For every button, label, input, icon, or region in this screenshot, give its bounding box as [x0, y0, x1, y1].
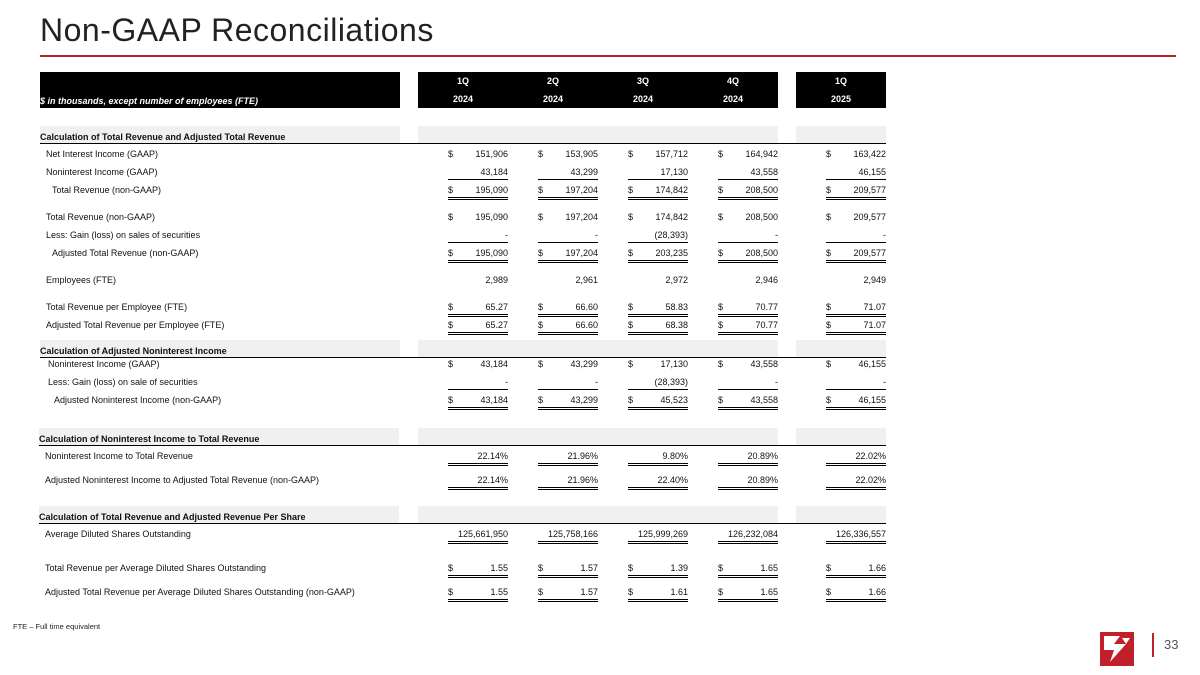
cell-value: 1.57 [580, 563, 598, 573]
cell-value: 208,500 [745, 248, 778, 258]
section-title: Calculation of Total Revenue and Adjusted Total Revenue [40, 132, 286, 142]
section-divider [40, 143, 886, 144]
cell-value: 151,906 [475, 149, 508, 159]
cell-value: 197,204 [565, 212, 598, 222]
currency-symbol: $ [628, 395, 634, 405]
section-header-band [418, 506, 778, 523]
period-year: 2024 [452, 94, 474, 104]
cell-value: 22.02% [855, 451, 886, 461]
table-cell [628, 248, 688, 263]
currency-symbol: $ [718, 149, 724, 159]
period-quarter: 2Q [546, 76, 559, 86]
row-label: Adjusted Total Revenue per Employee (FTE) [46, 320, 225, 330]
currency-symbol: $ [448, 248, 454, 258]
cell-value: 65.27 [485, 302, 508, 312]
table-cell [826, 302, 886, 317]
table-cell [718, 230, 778, 243]
cell-value: 1.39 [670, 563, 688, 573]
table-cell [628, 230, 688, 243]
title-divider [40, 55, 1176, 57]
currency-symbol: $ [448, 359, 454, 369]
currency-symbol: $ [628, 212, 634, 222]
table-cell [718, 395, 778, 410]
cell-value: (28,393) [654, 230, 688, 240]
cell-value: 21.96% [567, 475, 598, 485]
currency-symbol: $ [628, 359, 634, 369]
table-cell [538, 563, 598, 578]
section-divider [39, 523, 886, 524]
row-label: Adjusted Total Revenue (non-GAAP) [52, 248, 199, 258]
cell-value: 125,758,166 [547, 529, 598, 539]
cell-value: 21.96% [567, 451, 598, 461]
table-cell [718, 320, 778, 335]
cell-value: 195,090 [475, 212, 508, 222]
currency-symbol: $ [826, 185, 832, 195]
row-label: Total Revenue (non-GAAP) [46, 212, 156, 222]
period-quarter: 3Q [636, 76, 649, 86]
cell-value: 46,155 [858, 395, 886, 405]
cell-value: 125,661,950 [457, 529, 508, 539]
cell-value: - [505, 230, 508, 240]
table-cell [448, 563, 508, 578]
row-label: Less: Gain (loss) on sale of securities [48, 377, 198, 387]
table-cell [718, 302, 778, 317]
table-cell [448, 149, 508, 161]
table-cell [826, 529, 886, 544]
cell-value: - [595, 377, 598, 387]
table-cell [628, 377, 688, 390]
cell-value: 9.80% [662, 451, 688, 461]
table-cell [538, 149, 598, 161]
cell-value: 126,232,084 [727, 529, 778, 539]
cell-value: 43,184 [480, 167, 508, 177]
table-cell [628, 359, 688, 371]
table-cell [538, 212, 598, 224]
table-cell [718, 167, 778, 180]
table-cell [538, 377, 598, 390]
table-cell [628, 167, 688, 180]
currency-symbol: $ [826, 248, 832, 258]
table-cell [448, 185, 508, 200]
cell-value: 174,842 [655, 212, 688, 222]
cell-value: 209,577 [853, 212, 886, 222]
table-cell [826, 395, 886, 410]
currency-symbol: $ [826, 320, 832, 330]
table-cell [448, 587, 508, 602]
table-cell [718, 275, 778, 287]
table-cell [538, 587, 598, 602]
table-cell [628, 475, 688, 490]
table-cell [628, 212, 688, 224]
page-number: 33 [1164, 637, 1179, 652]
currency-symbol: $ [448, 149, 454, 159]
row-label: Less: Gain (loss) on sales of securities [46, 230, 201, 240]
cell-value: 46,155 [858, 167, 886, 177]
currency-symbol: $ [538, 185, 544, 195]
cell-value: 70.77 [755, 320, 778, 330]
cell-value: 66.60 [575, 320, 598, 330]
cell-value: 22.02% [855, 475, 886, 485]
table-cell [826, 320, 886, 335]
row-label: Noninterest Income (GAAP) [46, 167, 158, 177]
cell-value: 46,155 [858, 359, 886, 369]
cell-value: 22.40% [657, 475, 688, 485]
cell-value: 174,842 [655, 185, 688, 195]
table-cell [628, 529, 688, 544]
table-cell [826, 149, 886, 161]
table-cell [448, 395, 508, 410]
cell-value: 71.07 [863, 302, 886, 312]
table-cell [448, 230, 508, 243]
table-cell [826, 563, 886, 578]
period-quarter: 1Q [456, 76, 469, 86]
table-cell [538, 167, 598, 180]
section-header-band [418, 126, 778, 143]
currency-symbol: $ [448, 587, 454, 597]
section-title: Calculation of Total Revenue and Adjusted Revenue Per Share [39, 512, 306, 522]
cell-value: 43,558 [750, 359, 778, 369]
table-cell [628, 451, 688, 466]
table-cell [718, 451, 778, 466]
cell-value: 43,299 [570, 167, 598, 177]
currency-symbol: $ [538, 563, 544, 573]
cell-value: - [883, 377, 886, 387]
currency-symbol: $ [826, 587, 832, 597]
period-quarter: 4Q [726, 76, 739, 86]
cell-value: 2,989 [485, 275, 508, 285]
table-cell [538, 275, 598, 287]
cell-value: 1.55 [490, 587, 508, 597]
table-cell [826, 451, 886, 466]
currency-symbol: $ [826, 212, 832, 222]
table-cell [718, 377, 778, 390]
currency-symbol: $ [718, 563, 724, 573]
table-cell [718, 359, 778, 371]
period-quarter: 1Q [834, 76, 847, 86]
cell-value: 43,558 [750, 167, 778, 177]
cell-value: 1.55 [490, 563, 508, 573]
page-title: Non-GAAP Reconciliations [40, 12, 434, 48]
cell-value: 22.14% [477, 451, 508, 461]
currency-symbol: $ [538, 395, 544, 405]
cell-value: 43,184 [480, 359, 508, 369]
section-header-band [796, 340, 886, 357]
currency-symbol: $ [718, 587, 724, 597]
period-year: 2024 [722, 94, 744, 104]
row-label: Adjusted Noninterest Income (non-GAAP) [54, 395, 222, 405]
currency-symbol: $ [628, 587, 634, 597]
currency-symbol: $ [718, 320, 724, 330]
table-cell [538, 359, 598, 371]
cell-value: - [775, 230, 778, 240]
table-cell [448, 359, 508, 371]
cell-value: 208,500 [745, 185, 778, 195]
section-header-band [418, 340, 778, 357]
table-cell [628, 320, 688, 335]
table-cell [628, 275, 688, 287]
currency-symbol: $ [448, 395, 454, 405]
cell-value: 2,946 [755, 275, 778, 285]
units-label: $ in thousands, except number of employees (FTE) [40, 96, 259, 106]
cell-value: 1.65 [760, 563, 778, 573]
cell-value: 1.66 [868, 563, 886, 573]
table-cell [538, 230, 598, 243]
row-label: Total Revenue per Employee (FTE) [46, 302, 188, 312]
currency-symbol: $ [718, 212, 724, 222]
table-cell [718, 529, 778, 544]
table-cell [538, 451, 598, 466]
table-cell [718, 587, 778, 602]
table-cell [628, 563, 688, 578]
cell-value: 195,090 [475, 248, 508, 258]
currency-symbol: $ [448, 185, 454, 195]
table-cell [718, 248, 778, 263]
currency-symbol: $ [538, 587, 544, 597]
currency-symbol: $ [826, 149, 832, 159]
period-year: 2024 [542, 94, 564, 104]
table-cell [538, 320, 598, 335]
table-cell [448, 248, 508, 263]
footnote: FTE – Full time equivalent [13, 622, 101, 631]
table-cell [826, 167, 886, 180]
cell-value: - [595, 230, 598, 240]
currency-symbol: $ [718, 359, 724, 369]
currency-symbol: $ [718, 302, 724, 312]
table-cell [448, 529, 508, 544]
cell-value: (28,393) [654, 377, 688, 387]
table-cell [538, 475, 598, 490]
currency-symbol: $ [718, 248, 724, 258]
currency-symbol: $ [826, 395, 832, 405]
table-cell [538, 248, 598, 263]
row-label: Noninterest Income to Total Revenue [45, 451, 193, 461]
cell-value: 45,523 [660, 395, 688, 405]
table-cell [628, 302, 688, 317]
table-cell [826, 248, 886, 263]
cell-value: 43,558 [750, 395, 778, 405]
cell-value: 2,961 [575, 275, 598, 285]
row-label: Average Diluted Shares Outstanding [45, 529, 191, 539]
table-cell [448, 320, 508, 335]
table-cell [448, 167, 508, 180]
cell-value: 195,090 [475, 185, 508, 195]
cell-value: 20.89% [747, 475, 778, 485]
cell-value: 70.77 [755, 302, 778, 312]
cell-value: 164,942 [745, 149, 778, 159]
cell-value: 197,204 [565, 248, 598, 258]
cell-value: - [775, 377, 778, 387]
section-header-band [796, 428, 886, 445]
cell-value: 68.38 [665, 320, 688, 330]
currency-symbol: $ [628, 302, 634, 312]
table-cell [718, 185, 778, 200]
table-cell [448, 275, 508, 287]
section-divider [39, 445, 886, 446]
table-cell [826, 587, 886, 602]
row-label: Adjusted Total Revenue per Average Diluted Shares Outstanding (non-GAAP) [45, 587, 355, 597]
cell-value: 153,905 [565, 149, 598, 159]
section-title: Calculation of Adjusted Noninterest Income [40, 346, 227, 356]
table-header-label-cell [40, 72, 400, 108]
table-cell [826, 359, 886, 371]
row-label: Adjusted Noninterest Income to Adjusted Total Revenue (non-GAAP) [45, 475, 319, 485]
cell-value: 58.83 [665, 302, 688, 312]
cell-value: 209,577 [853, 185, 886, 195]
currency-symbol: $ [628, 149, 634, 159]
cell-value: 157,712 [655, 149, 688, 159]
footer-divider [1152, 633, 1154, 657]
cell-value: 43,299 [570, 395, 598, 405]
currency-symbol: $ [538, 149, 544, 159]
header-periods-2025 [796, 72, 886, 108]
table-cell [538, 185, 598, 200]
currency-symbol: $ [538, 212, 544, 222]
table-cell [538, 395, 598, 410]
table-cell [628, 185, 688, 200]
cell-value: 1.66 [868, 587, 886, 597]
currency-symbol: $ [538, 320, 544, 330]
cell-value: 126,336,557 [835, 529, 886, 539]
currency-symbol: $ [448, 212, 454, 222]
cell-value: 71.07 [863, 320, 886, 330]
table-cell [718, 212, 778, 224]
cell-value: 208,500 [745, 212, 778, 222]
currency-symbol: $ [628, 248, 634, 258]
cell-value: 125,999,269 [637, 529, 688, 539]
period-year: 2024 [632, 94, 654, 104]
cell-value: 22.14% [477, 475, 508, 485]
row-label: Net Interest Income (GAAP) [46, 149, 159, 159]
cell-value: 209,577 [853, 248, 886, 258]
table-cell [718, 563, 778, 578]
currency-symbol: $ [718, 395, 724, 405]
cell-value: 17,130 [660, 167, 688, 177]
table-cell [628, 149, 688, 161]
bank-logo-icon [1096, 630, 1138, 668]
currency-symbol: $ [538, 359, 544, 369]
cell-value: 20.89% [747, 451, 778, 461]
cell-value: 163,422 [853, 149, 886, 159]
period-year: 2025 [830, 94, 852, 104]
currency-symbol: $ [826, 359, 832, 369]
row-label: Employees (FTE) [46, 275, 117, 285]
table-cell [826, 185, 886, 200]
currency-symbol: $ [628, 320, 634, 330]
table-cell [538, 529, 598, 544]
table-cell [826, 377, 886, 390]
table-cell [718, 149, 778, 161]
section-header-band [796, 506, 886, 523]
table-cell [826, 230, 886, 243]
currency-symbol: $ [538, 248, 544, 258]
table-cell [448, 377, 508, 390]
cell-value: 66.60 [575, 302, 598, 312]
currency-symbol: $ [826, 563, 832, 573]
cell-value: 2,972 [665, 275, 688, 285]
table-cell [628, 587, 688, 602]
currency-symbol: $ [718, 185, 724, 195]
cell-value: 1.61 [670, 587, 688, 597]
cell-value: 1.57 [580, 587, 598, 597]
currency-symbol: $ [448, 563, 454, 573]
currency-symbol: $ [538, 302, 544, 312]
currency-symbol: $ [448, 320, 454, 330]
cell-value: 43,299 [570, 359, 598, 369]
cell-value: 203,235 [655, 248, 688, 258]
table-cell [448, 451, 508, 466]
table-cell [826, 275, 886, 287]
table-cell [826, 212, 886, 224]
section-title: Calculation of Noninterest Income to Total Revenue [39, 434, 260, 444]
section-divider [40, 357, 886, 358]
header-periods-2024 [418, 72, 778, 108]
table-cell [448, 302, 508, 317]
cell-value: 1.65 [760, 587, 778, 597]
table-cell [448, 475, 508, 490]
table-cell [718, 475, 778, 490]
section-header-band [418, 428, 778, 445]
table-cell [628, 395, 688, 410]
table-cell [826, 475, 886, 490]
currency-symbol: $ [628, 563, 634, 573]
cell-value: - [883, 230, 886, 240]
cell-value: 17,130 [660, 359, 688, 369]
currency-symbol: $ [826, 302, 832, 312]
table-cell [448, 212, 508, 224]
cell-value: 43,184 [480, 395, 508, 405]
cell-value: 2,949 [863, 275, 886, 285]
cell-value: - [505, 377, 508, 387]
table-cell [538, 302, 598, 317]
cell-value: 197,204 [565, 185, 598, 195]
row-label: Total Revenue (non-GAAP) [52, 185, 162, 195]
row-label: Noninterest Income (GAAP) [48, 359, 160, 369]
section-header-band [796, 126, 886, 143]
row-label: Total Revenue per Average Diluted Shares Outstanding [45, 563, 266, 573]
cell-value: 65.27 [485, 320, 508, 330]
currency-symbol: $ [448, 302, 454, 312]
currency-symbol: $ [628, 185, 634, 195]
